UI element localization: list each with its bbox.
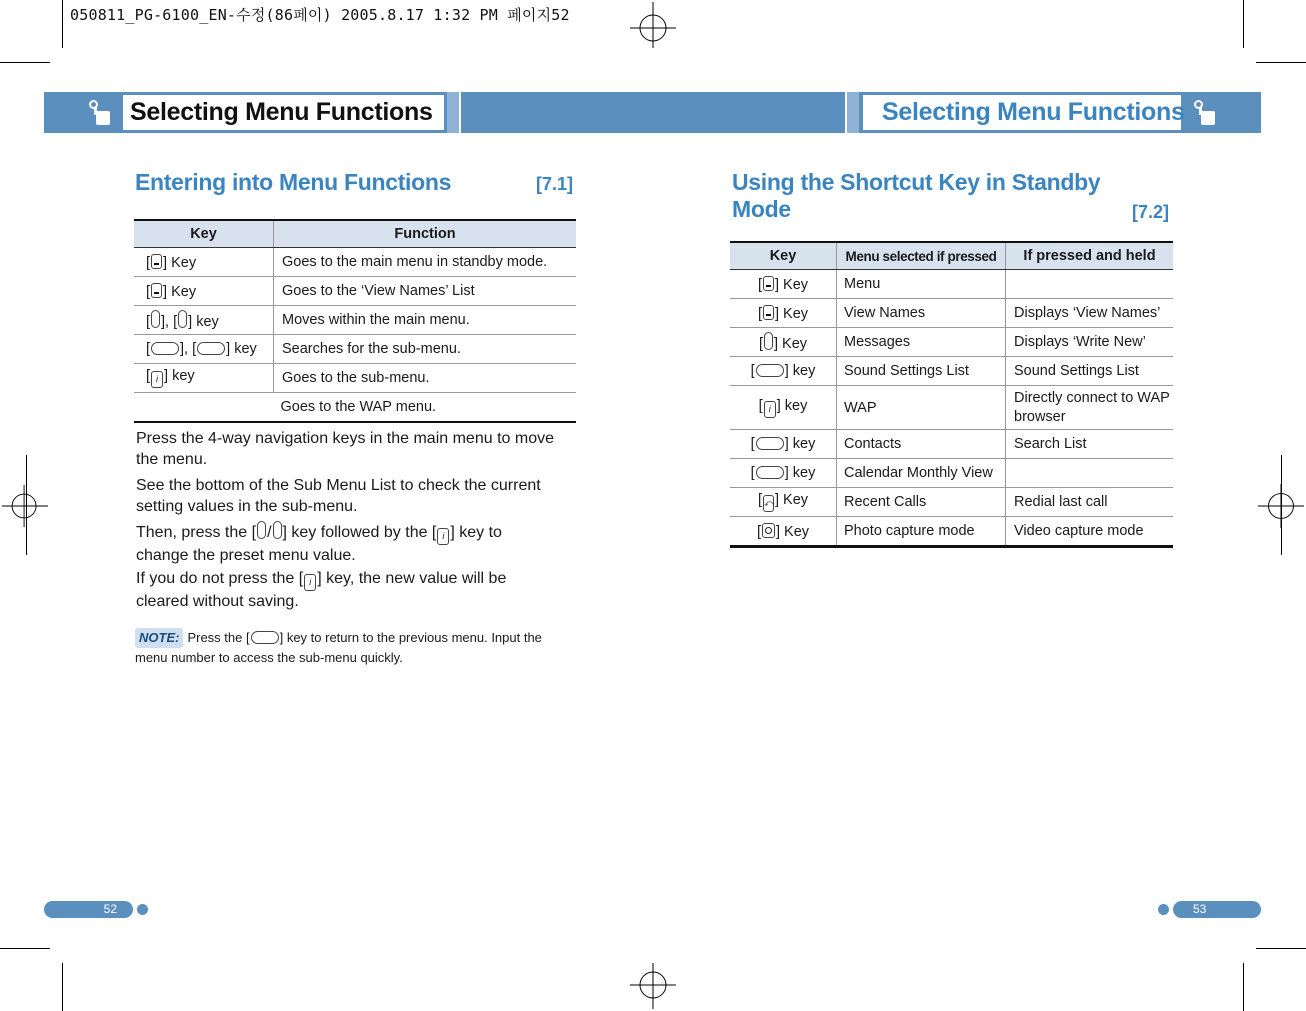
page-title-left: Selecting Menu Functions bbox=[130, 98, 433, 126]
right-soft-key-icon bbox=[151, 283, 162, 298]
right-soft-key-icon bbox=[763, 305, 774, 320]
ok-key-icon: i bbox=[437, 528, 449, 545]
clear-key-icon bbox=[756, 466, 784, 479]
page-dot bbox=[1158, 904, 1169, 915]
page-number-left: 52 bbox=[44, 901, 133, 918]
function-cell: Goes to the WAP menu. bbox=[280, 399, 437, 415]
crop-mark bbox=[1256, 62, 1306, 63]
nav-up-key-icon bbox=[197, 342, 225, 355]
table-row bbox=[730, 430, 1173, 459]
left-soft-key-icon bbox=[151, 254, 162, 269]
nav-right-key-icon bbox=[257, 521, 266, 539]
table-row bbox=[730, 517, 1173, 547]
table-row bbox=[730, 270, 1173, 299]
menu-cell: Photo capture mode bbox=[837, 517, 1006, 547]
ok-key-icon: i bbox=[304, 574, 316, 591]
key-cell: [ ] key bbox=[730, 357, 837, 386]
ok-key-icon: i bbox=[151, 371, 163, 388]
header-separator bbox=[447, 92, 459, 133]
registration-mark-icon bbox=[2, 483, 48, 529]
left-soft-key-icon bbox=[763, 276, 774, 291]
table-row bbox=[134, 393, 576, 423]
table-header-row bbox=[134, 220, 576, 248]
menu-cell: Messages bbox=[837, 328, 1006, 357]
hand-pointer-icon bbox=[1193, 99, 1219, 129]
table-header-row bbox=[730, 242, 1173, 270]
menu-cell: Menu bbox=[837, 270, 1006, 299]
page-number-right: 53 bbox=[1173, 901, 1261, 918]
held-cell: Redial last call bbox=[1006, 488, 1174, 517]
held-cell: Displays ‘Write New’ bbox=[1006, 328, 1174, 357]
key-cell: [ i ] key bbox=[730, 386, 837, 430]
paragraph: Press the 4-way navigation keys in the main menu to move the menu. bbox=[136, 430, 554, 468]
camera-key-icon bbox=[762, 523, 775, 538]
right-section-number: [7.2] bbox=[1132, 202, 1170, 222]
held-cell bbox=[1006, 270, 1174, 299]
menu-cell: Sound Settings List bbox=[837, 357, 1006, 386]
ok-key-icon: i bbox=[764, 401, 776, 418]
key-cell: [ ] Key bbox=[730, 270, 837, 299]
key-cell: [ ] Key bbox=[730, 299, 837, 328]
col-held-header: If pressed and held bbox=[1006, 242, 1174, 270]
key-cell: [ ] Key bbox=[730, 517, 837, 547]
menu-functions-table bbox=[134, 219, 576, 423]
note: NOTE: Press the [ ] key to return to the previous menu. Input the menu number to access the sub-menu quickly. bbox=[135, 630, 542, 665]
nav-left-key-icon bbox=[178, 310, 187, 328]
nav-down-key-icon bbox=[756, 364, 784, 377]
table-row bbox=[730, 386, 1173, 430]
key-cell: [ ], [ ] key bbox=[134, 335, 274, 364]
key-cell: [ ], [ ] key bbox=[134, 306, 274, 335]
hand-pointer-icon bbox=[88, 99, 114, 129]
header-separator bbox=[847, 92, 859, 133]
nav-left-key-icon bbox=[764, 332, 773, 350]
function-cell: Goes to the main menu in standby mode. bbox=[274, 248, 577, 277]
registration-mark-icon bbox=[630, 963, 676, 1009]
clear-key-icon bbox=[251, 631, 279, 644]
nav-left-key-icon bbox=[273, 521, 282, 539]
table-row bbox=[134, 248, 576, 277]
table-row bbox=[730, 357, 1173, 386]
held-cell: Directly connect to WAP browser bbox=[1006, 386, 1174, 430]
nav-up-key-icon bbox=[756, 437, 784, 450]
table-row bbox=[730, 488, 1173, 517]
table-row bbox=[730, 328, 1173, 357]
key-cell: [ ] Key bbox=[730, 328, 837, 357]
crop-mark bbox=[0, 62, 50, 63]
crop-mark bbox=[62, 963, 63, 1011]
held-cell: Search List bbox=[1006, 430, 1174, 459]
menu-cell: Calendar Monthly View bbox=[837, 459, 1006, 488]
function-cell: Searches for the sub-menu. bbox=[274, 335, 577, 364]
page-dot bbox=[137, 904, 148, 915]
send-key-icon: ⤺ bbox=[763, 495, 774, 512]
paragraph: If you do not press the [ i ] key, the new value will be cleared without saving. bbox=[136, 570, 507, 610]
key-cell bbox=[134, 393, 274, 423]
key-cell: [ ⤺] Key bbox=[730, 488, 837, 517]
held-cell bbox=[1006, 459, 1174, 488]
page-title-right: Selecting Menu Functions bbox=[882, 98, 1185, 126]
crop-mark bbox=[1256, 948, 1306, 949]
menu-cell: Contacts bbox=[837, 430, 1006, 459]
held-cell: Sound Settings List bbox=[1006, 357, 1174, 386]
table-row bbox=[134, 277, 576, 306]
key-cell: [ ] Key bbox=[134, 277, 274, 306]
nav-right-key-icon bbox=[151, 310, 160, 328]
left-section-number: [7.1] bbox=[536, 174, 574, 194]
note-tag: NOTE: bbox=[135, 628, 183, 648]
key-cell: [ ] key bbox=[730, 430, 837, 459]
crop-mark bbox=[62, 0, 63, 48]
table-row bbox=[134, 335, 576, 364]
key-cell: [ ] key bbox=[730, 459, 837, 488]
paragraph: See the bottom of the Sub Menu List to check the current setting values in the sub-menu. bbox=[136, 477, 541, 515]
crop-mark bbox=[0, 948, 50, 949]
crop-mark bbox=[1281, 455, 1282, 555]
col-key-header: Key bbox=[134, 220, 274, 248]
held-cell: Displays ‘View Names’ bbox=[1006, 299, 1174, 328]
crop-mark bbox=[1243, 0, 1244, 48]
menu-cell: View Names bbox=[837, 299, 1006, 328]
crop-mark bbox=[1243, 963, 1244, 1011]
crop-mark bbox=[26, 455, 27, 555]
function-cell: Goes to the ‘View Names’ List bbox=[274, 277, 577, 306]
menu-cell: Recent Calls bbox=[837, 488, 1006, 517]
table-row bbox=[730, 299, 1173, 328]
col-key-header: Key bbox=[730, 242, 837, 270]
header-band-middle bbox=[461, 92, 845, 133]
held-cell: Video capture mode bbox=[1014, 523, 1144, 539]
col-function-header: Function bbox=[274, 220, 577, 248]
left-heading: Entering into Menu Functions bbox=[135, 169, 452, 195]
col-menu-header: Menu selected if pressed bbox=[837, 242, 1006, 270]
key-cell: [ ] Key bbox=[134, 248, 274, 277]
function-cell: Goes to the sub-menu. bbox=[274, 364, 577, 393]
table-row bbox=[730, 459, 1173, 488]
right-heading: Using the Shortcut Key in Standby Mode bbox=[732, 169, 1101, 222]
print-slug: 050811_PG-6100_EN-수정(86페이) 2005.8.17 1:32 PM 페이지52 bbox=[70, 6, 570, 24]
shortcut-keys-table bbox=[730, 241, 1173, 548]
function-cell: Moves within the main menu. bbox=[274, 306, 577, 335]
paragraph: Then, press the [ / ] key followed by the [ i ] key to change the preset menu value. bbox=[136, 521, 536, 566]
table-row bbox=[134, 364, 576, 393]
nav-down-key-icon bbox=[151, 342, 179, 355]
registration-mark-icon bbox=[630, 2, 676, 48]
key-cell: [ i ] key bbox=[134, 364, 274, 393]
table-row bbox=[134, 306, 576, 335]
menu-cell: WAP bbox=[837, 386, 1006, 430]
